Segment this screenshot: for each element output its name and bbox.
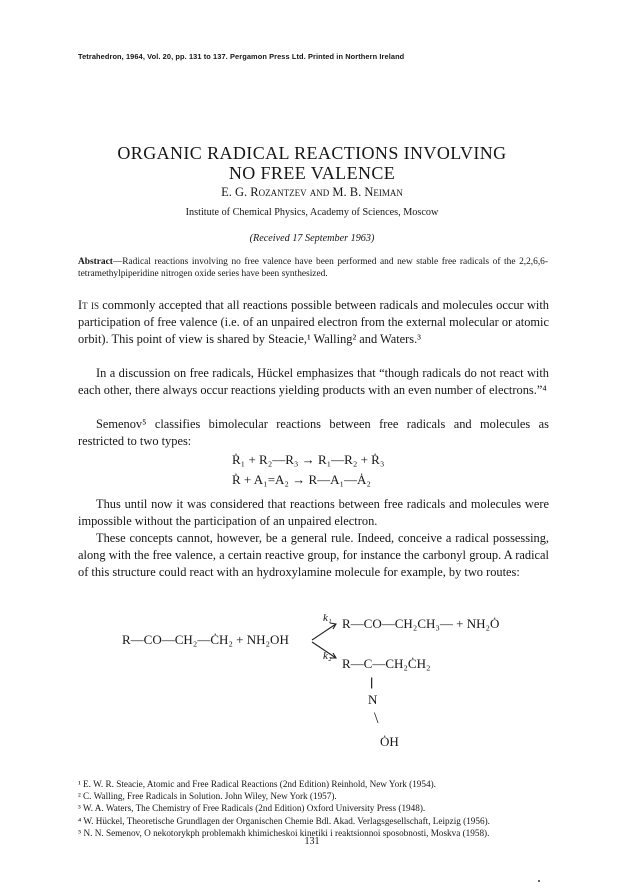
page-number: 131 [304, 836, 320, 847]
footnote-5: ⁵ N. N. Semenov, O nekotorykph problemakh khimicheskoi kinetiki i reaktsionnoi sposobnosti, Moskva (1958). [78, 827, 490, 838]
scheme-hydroxyl: ȮH [380, 734, 399, 749]
stray-mark [538, 880, 540, 882]
equation-1: Ṙ₁ + R₂—R₃ → R₁—R₂ + Ṙ₃ [232, 452, 385, 467]
paragraph-5: These concepts cannot, however, be a general rule. Indeed, conceive a radical possessing, along with the free valence, a certain reactive group, for instance the carbonyl group. A radical of this structure could react with an hydroxylamine molecule for example, by two routes: [78, 531, 549, 579]
rate-constant-k2: k₂ [323, 650, 332, 662]
affiliation: Institute of Chemical Physics, Academy of Sciences, Moscow [185, 207, 439, 218]
footnote-4: ⁴ W. Hückel, Theoretische Grundlagen der Organischen Chemie Bdl. Akad. Verlagsgesellschaft, Leipzig (1956). [78, 815, 490, 826]
rate-constant-k1: k₁ [323, 612, 332, 624]
paragraph-1 [78, 297, 549, 348]
equation-2: Ṙ + A₁=A₂ → R—A₁—Ȧ₂ [232, 472, 371, 487]
scheme-double-bond: || [370, 674, 372, 689]
received-date: (Received 17 September 1963) [249, 233, 375, 244]
paragraph-1-text: commonly accepted that all reactions possible between radicals and molecules occur with participation of free valence (i.e. of an unpaired electron from the external molecular or atomic orbit). This point of view is shared by Steacie,¹ Walling² and Waters.³ [78, 298, 550, 346]
authors: E. G. Rozantzev and M. B. Neiman [221, 185, 403, 199]
scheme-product-1: R—CO—CH₂CH₃— + NH₂Ȯ [342, 616, 500, 631]
footnote-2: ² C. Walling, Free Radicals in Solution. John Wiley, New York (1957). [78, 791, 337, 802]
abstract-label: Abstract [78, 257, 113, 267]
footnotes [78, 778, 552, 839]
article-title-line-1: ORGANIC RADICAL REACTIONS INVOLVING [117, 143, 507, 163]
article-title-line-2: NO FREE VALENCE [228, 163, 396, 183]
scheme-reactant: R—CO—CH₂—ĊH₂ + NH₂OH [122, 632, 289, 647]
running-head: Tetrahedron, 1964, Vol. 20, pp. 131 to 137. Pergamon Press Ltd. Printed in Northern Ireland [78, 52, 405, 61]
scheme-nitrogen: N [368, 692, 378, 707]
reaction-scheme [0, 610, 624, 785]
paragraph-3: Semenov⁵ classifies bimolecular reactions between free radicals and molecules as restricted to two types: [78, 417, 549, 448]
abstract [78, 256, 548, 280]
scheme-product-2: R—C—CH₂ĊH₂ [342, 656, 431, 671]
abstract-text: —Radical reactions involving no free valence have been performed and new stable free radicals of the 2,2,6,6-tetramethylpiperidine nitrogen oxide series have been synthesized. [78, 257, 548, 279]
scheme-bond: \ [374, 710, 379, 727]
footnote-1: ¹ E. W. R. Steacie, Atomic and Free Radical Reactions (2nd Edition) Reinhold, New York (1954). [78, 779, 436, 789]
paragraph-1-lead: It is [78, 298, 99, 312]
paragraph-2: In a discussion on free radicals, Hückel emphasizes that “though radicals do not react with each other, there always occur reactions yielding products with an even number of electrons.”⁴ [78, 366, 549, 397]
paragraph-4: Thus until now it was considered that reactions between free radicals and molecules were impossible without the participation of an unpaired electron. [78, 497, 549, 528]
footnote-3: ³ W. A. Waters, The Chemistry of Free Radicals (2nd Edition) Oxford University Press (1948). [78, 803, 426, 814]
